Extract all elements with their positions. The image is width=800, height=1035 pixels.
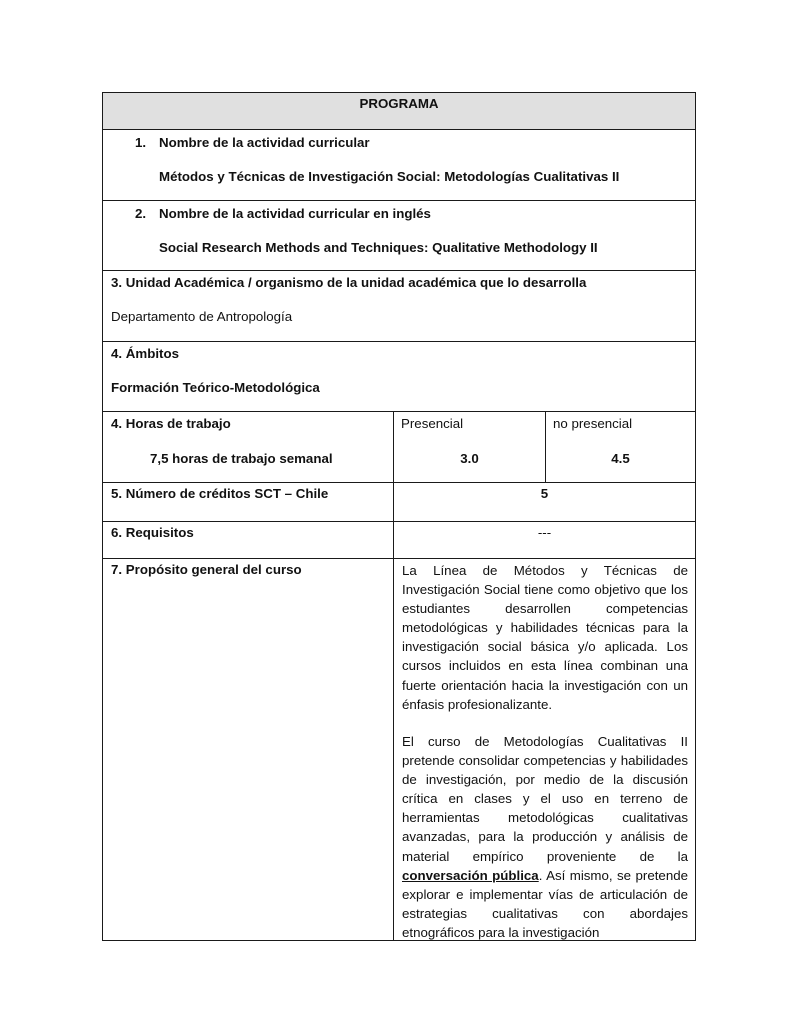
credits-row (103, 483, 695, 522)
no-presencial-cell (545, 412, 695, 482)
section-4-value: Formación Teórico-Metodológica (111, 380, 320, 395)
section-1-value: Métodos y Técnicas de Investigación Social: Metodologías Cualitativas II (159, 169, 620, 184)
credits-value: 5 (540, 486, 549, 501)
hours-summary: 7,5 horas de trabajo semanal (150, 451, 333, 466)
proposito-title: 7. Propósito general del curso (111, 562, 302, 577)
paragraph-2-end: . Así mismo, se pretende explorar e implementar vías de articulación de estrategias cualitativas con abordajes etnográficos para la investigación (402, 867, 688, 940)
credits-title: 5. Número de créditos SCT – Chile (111, 486, 329, 501)
presencial-cell (393, 412, 545, 482)
section-4-title: 4. Ámbitos (111, 346, 179, 361)
section-2-row (103, 201, 695, 271)
section-3-title: 3. Unidad Académica / organismo de la unidad académica que lo desarrolla (111, 275, 587, 290)
section-2-number: 2. (135, 206, 147, 221)
program-header-row (103, 93, 695, 130)
presencial-label: Presencial (401, 416, 464, 431)
section-4-row (103, 342, 695, 412)
no-presencial-value: 4.5 (611, 451, 630, 466)
section-1-title: Nombre de la actividad curricular (159, 135, 370, 150)
no-presencial-label: no presencial (553, 416, 633, 431)
requisitos-title: 6. Requisitos (111, 525, 194, 540)
hours-title: 4. Horas de trabajo (111, 416, 231, 431)
paragraph-2-start: El curso de Metodologías Cualitativas II pretende consolidar competencias y habilidades de investigación, por medio de la discusión crítica en clases y el uso en terreno de herramientas metodológicas cualitativas avanzadas, para la producción y análisis de material empírico proveniente de la (402, 734, 688, 864)
section-2-title: Nombre de la actividad curricular en inglés (159, 206, 431, 221)
program-table (102, 92, 696, 941)
section-3-row (103, 271, 695, 342)
proposito-text-cell (393, 559, 695, 940)
requisitos-value: --- (537, 525, 552, 540)
program-title: PROGRAMA (359, 96, 439, 111)
credits-value-cell (393, 483, 695, 521)
presencial-value: 3.0 (460, 451, 479, 466)
proposito-paragraph-1: La Línea de Métodos y Técnicas de Investigación Social tiene como objetivo que los estudiantes desarrollen competencias metodológicas y habilidades técnicas para la investigación social básica y/o aplicada. Los cursos incluidos en esta línea combinan una fuerte orientación hacia la investigación con un énfasis profesionalizante. (402, 563, 688, 712)
requisitos-value-cell (393, 522, 695, 558)
requisitos-row (103, 522, 695, 559)
proposito-paragraph-2 (402, 732, 688, 942)
proposito-row (103, 559, 695, 940)
hours-row (103, 412, 695, 483)
section-3-value: Departamento de Antropología (111, 309, 293, 324)
section-1-row (103, 130, 695, 201)
section-2-value: Social Research Methods and Techniques: Qualitative Methodology II (159, 240, 598, 255)
section-1-number: 1. (135, 135, 147, 150)
emphasis-conversacion-publica: conversación pública (402, 867, 539, 883)
